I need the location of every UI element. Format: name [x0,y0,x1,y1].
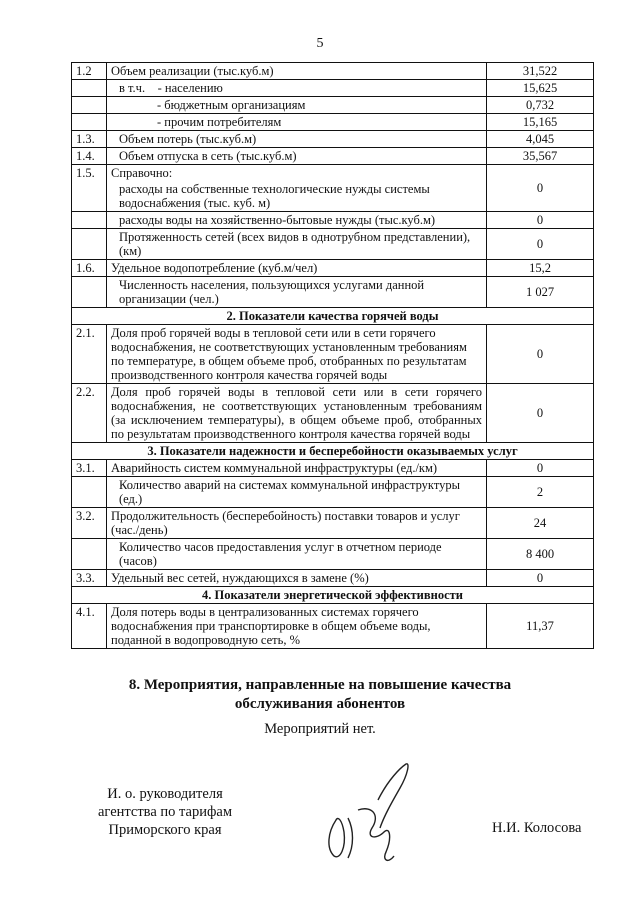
row-number [72,97,107,114]
section-row [72,308,594,325]
table-row [72,63,594,80]
row-label: - бюджетным организациям [107,97,487,114]
row-number [72,114,107,131]
row-value: 0 [487,212,594,229]
signer-position-line: И. о. руководителя [107,786,223,802]
row-label: Удельный вес сетей, нуждающихся в замене (%) [107,570,487,587]
row-label: Количество аварий на системах коммунальной инфраструктуры (ед.) [107,477,487,508]
measures-heading-line: обслуживания абонентов [234,696,406,712]
table-row [72,604,594,649]
row-value: 4,045 [487,131,594,148]
section-heading: 4. Показатели энергетической эффективности [72,587,594,604]
row-value: 11,37 [487,604,594,649]
table-row [72,131,594,148]
table-row [72,114,594,131]
table-row [72,277,594,308]
row-value: 0 [487,325,594,384]
signer-name: Н.И. Колосова [492,820,582,836]
row-number [72,477,107,508]
row-label: Количество часов предоставления услуг в отчетном периоде (часов) [107,539,487,570]
row-label: расходы на собственные технологические нужды системы водоснабжения (тыс. куб. м) [107,181,487,212]
row-label: в т.ч. - населению [107,80,487,97]
row-label: Доля проб горячей воды в тепловой сети или в сети горячего водоснабжения, не соответствующих установленным требованиям (за исключением температуры), в общем объеме проб, отобранных по результатам производственного контроля качества горячей воды [107,384,487,443]
row-value: 0 [487,460,594,477]
row-label: Доля проб горячей воды в тепловой сети или в сети горячего водоснабжения, не соответствующих установленным требованиям по температуре, в общем объеме проб, отобранных по результатам производственного контроля качества горячей воды [107,325,487,384]
row-number: 2.2. [72,384,107,443]
row-number: 1.5. [72,165,107,212]
row-label: Объем отпуска в сеть (тыс.куб.м) [107,148,487,165]
page-number: 5 [316,36,324,51]
table-row [72,539,594,570]
row-value: 35,567 [487,148,594,165]
row-label: Удельное водопотребление (куб.м/чел) [107,260,487,277]
row-number: 3.3. [72,570,107,587]
table-row [72,477,594,508]
row-number: 4.1. [72,604,107,649]
row-value: 0 [487,229,594,260]
row-label: Численность населения, пользующихся услугами данной организации (чел.) [107,277,487,308]
row-value: 31,522 [487,63,594,80]
table-row [72,80,594,97]
table-row [72,229,594,260]
section-row [72,587,594,604]
row-number: 2.1. [72,325,107,384]
row-label: Протяженность сетей (всех видов в однотрубном представлении), (км) [107,229,487,260]
table-row [72,260,594,277]
row-number: 1.6. [72,260,107,277]
measures-heading [0,676,640,714]
section-heading: 2. Показатели качества горячей воды [72,308,594,325]
row-label: Доля потерь воды в централизованных системах горячего водоснабжения при транспортировке в общем объеме воды, поданной в водопроводную сеть, % [107,604,487,649]
row-label: - прочим потребителям [107,114,487,131]
signer-position-line: агентства по тарифам [98,804,232,820]
row-value: 2 [487,477,594,508]
handwritten-signature [318,760,418,870]
row-number: 3.2. [72,508,107,539]
indicators-table [71,62,594,649]
signer-position [85,785,245,839]
row-value: 0 [487,165,594,212]
table-row [72,97,594,114]
row-number: 3.1. [72,460,107,477]
row-label: Аварийность систем коммунальной инфраструктуры (ед./км) [107,460,487,477]
measures-text: Мероприятий нет. [264,721,376,737]
row-number [72,212,107,229]
row-number [72,539,107,570]
table-row [72,325,594,384]
row-label: расходы воды на хозяйственно-бытовые нужды (тыс.куб.м) [107,212,487,229]
measures-heading-line: 8. Мероприятия, направленные на повышение качества [128,677,512,693]
row-value: 0 [487,384,594,443]
row-value: 0,732 [487,97,594,114]
row-number [72,80,107,97]
row-label: Справочно: [107,165,487,182]
table-row [72,165,594,182]
row-value: 15,625 [487,80,594,97]
table-row [72,148,594,165]
row-value: 1 027 [487,277,594,308]
row-value: 24 [487,508,594,539]
table-row [72,460,594,477]
row-label: Продолжительность (бесперебойность) поставки товаров и услуг (час./день) [107,508,487,539]
row-value: 15,2 [487,260,594,277]
row-number [72,277,107,308]
row-label: Объем потерь (тыс.куб.м) [107,131,487,148]
table-row [72,508,594,539]
table-row [72,570,594,587]
signer-position-line: Приморского края [108,822,222,838]
row-label: Объем реализации (тыс.куб.м) [107,63,487,80]
row-number: 1.4. [72,148,107,165]
row-number [72,229,107,260]
row-number: 1.2 [72,63,107,80]
row-number: 1.3. [72,131,107,148]
row-value: 8 400 [487,539,594,570]
row-value: 0 [487,570,594,587]
table-row [72,384,594,443]
section-heading: 3. Показатели надежности и бесперебойности оказываемых услуг [72,443,594,460]
row-value: 15,165 [487,114,594,131]
section-row [72,443,594,460]
table-row [72,212,594,229]
